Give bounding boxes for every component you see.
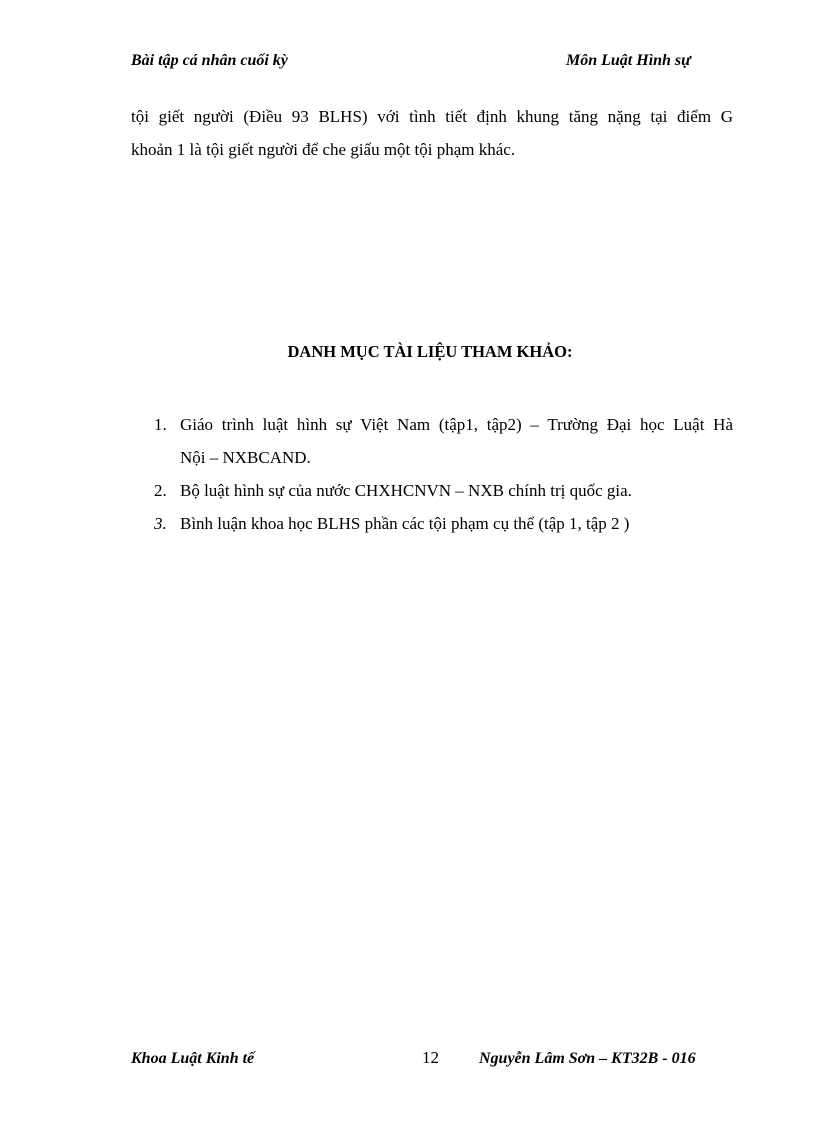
footer-faculty: Khoa Luật Kinh tế <box>131 1050 255 1067</box>
body-line-2: khoản 1 là tội giết người để che giấu một tội phạm khác. <box>131 140 516 159</box>
header-course-title: Bài tập cá nhân cuối kỳ <box>131 52 288 69</box>
reference-text-1-line-1: Giáo trình luật hình sự Việt Nam (tập1, tập2) – Trường Đại học Luật Hà <box>180 415 733 434</box>
references-list <box>154 408 733 540</box>
reference-text-3: Bình luận khoa học BLHS phần các tội phạm cụ thể (tập 1, tập 2 ) <box>180 514 630 533</box>
header-subject: Môn Luật Hình sự <box>566 52 691 69</box>
references-title: DANH MỤC TÀI LIỆU THAM KHẢO: <box>287 342 573 361</box>
body-line-1: tội giết người (Điều 93 BLHS) với tình tiết định khung tăng nặng tại điểm G <box>131 107 733 126</box>
reference-item-1 <box>154 408 733 474</box>
reference-number-1: 1. <box>154 415 167 434</box>
reference-item-3 <box>154 507 733 540</box>
reference-number-3: 3. <box>154 514 167 533</box>
reference-text-1-line-2: Nội – NXBCAND. <box>180 448 311 467</box>
body-paragraph <box>131 100 733 166</box>
reference-text-2: Bộ luật hình sự của nước CHXHCNVN – NXB chính trị quốc gia. <box>180 481 632 500</box>
footer-author: Nguyễn Lâm Sơn – KT32B - 016 <box>479 1050 696 1067</box>
reference-item-2 <box>154 474 733 507</box>
footer-page-number: 12 <box>422 1048 439 1067</box>
reference-number-2: 2. <box>154 481 167 500</box>
